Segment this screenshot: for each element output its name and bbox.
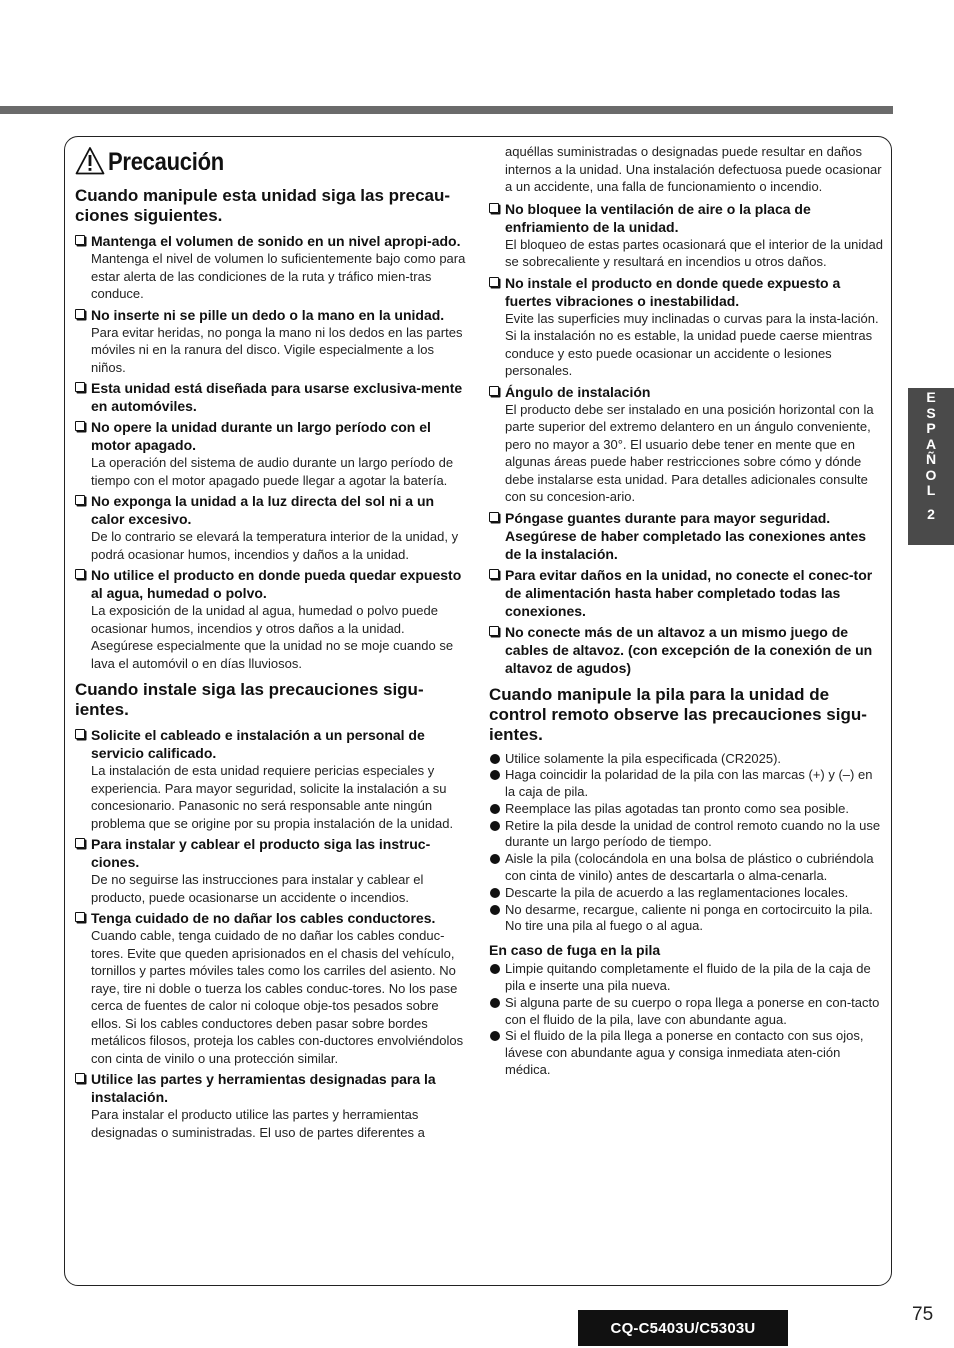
section-heading-installation: Cuando instale siga las precauciones sigu-ientes. [75, 680, 424, 719]
bullet-item: Descarte la pila de acuerdo a las reglamentaciones locales. [489, 885, 883, 902]
language-tab-number: 2 [927, 505, 935, 522]
caution-item-text: De lo contrario se elevará la temperatura interior de la unidad, y podrá ocasionar humos, incendios y daños a la unidad. [91, 529, 459, 562]
language-tab [908, 388, 954, 545]
caution-item-text: El bloqueo de estas partes ocasionará que el interior de la unidad se sobrecaliente y resultará en incendios u otros daños. [505, 236, 883, 269]
caution-item-text: El producto debe ser instalado en una posición horizontal con la parte superior del extremo delantero en un ángulo conveniente, pero no mayor a 30°. El usuario debe tener en mente que en algunas áreas puede haber restricciones sobre cómo y dónde debe instalarse esta unidad. Para detalles adicionales consulte con su concesion-ario. [505, 401, 874, 504]
installation-items-continued [489, 200, 883, 677]
caution-item-heading: No opere la unidad durante un largo período con el motor apagado. [75, 418, 467, 454]
page-number: 75 [912, 1304, 934, 1325]
caution-item-heading: Esta unidad está diseñada para usarse exclusiva-mente en automóviles. [75, 379, 467, 415]
caution-item [489, 623, 883, 677]
bullet-item: Aisle la pila (colocándola en una bolsa de plástico o cubriéndola con cinta de vinilo) antes de descartarla o alma-cenarla. [489, 851, 883, 885]
language-tab-letter: S [926, 404, 936, 421]
warning-triangle-icon [75, 146, 105, 176]
continued-text: aquéllas suministradas o designadas puede resultar en daños internos a la unidad. Una instalación defectuosa puede ocasionar a un accidente, una falla de funcionamiento o incendio. [505, 144, 882, 194]
caution-item [75, 909, 467, 1067]
caution-item-heading: No conecte más de un altavoz a un mismo juego de cables de altavoz. (con excepción de la conexión de un altavoz de agudos) [489, 623, 883, 677]
section-heading-battery: Cuando manipule la pila para la unidad de control remoto observe las precauciones sigu-ientes. [489, 684, 867, 744]
bullet-item: Reemplace las pilas agotadas tan pronto como sea posible. [489, 801, 883, 818]
caution-item [75, 835, 467, 906]
battery-bullets [489, 751, 883, 936]
leak-heading: En caso de fuga en la pila [489, 942, 661, 959]
caution-item [489, 200, 883, 271]
header-rule [0, 106, 893, 114]
bullet-item: Si alguna parte de su cuerpo o ropa llega a ponerse en con-tacto con el fluido de la pila, lave con abundante agua. [489, 995, 883, 1029]
caution-item-text: La exposición de la unidad al agua, humedad o polvo puede ocasionar humos, incendios y otros daños a la unidad. Asegúrese especialmente que la unidad no se moje cuando se lava el automóvil o en días lluviosos. [91, 603, 454, 671]
language-tab-letter: P [926, 420, 936, 436]
language-tab-letter: L [926, 482, 936, 498]
caution-item-heading: No exponga la unidad a la luz directa del sol ni a un calor excesivo. [75, 492, 467, 528]
caution-item [489, 274, 883, 380]
caution-item [489, 383, 883, 506]
caution-item [75, 492, 467, 563]
bullet-item: Limpie quitando completamente el fluido de la pila de la caja de pila e inserte una pila nueva. [489, 961, 883, 995]
caution-item [75, 418, 467, 489]
caution-item [75, 379, 467, 415]
language-tab-letters [908, 390, 954, 499]
language-tab-letter: O [925, 466, 937, 483]
caution-item [75, 566, 467, 672]
page-title: Precaución [108, 148, 224, 176]
bullet-item: No desarme, recargue, caliente ni ponga en cortocircuito la pila. No tire una pila al fuego o al agua. [489, 902, 883, 936]
leak-bullets [489, 961, 883, 1079]
caution-item-heading: No inserte ni se pille un dedo o la mano en la unidad. [75, 306, 467, 324]
caution-item-heading: Utilice las partes y herramientas designadas para la instalación. [75, 1070, 467, 1106]
caution-item-text: De no seguirse las instrucciones para instalar y cablear el producto, puede ocasionarse un accidente o incendios. [91, 872, 424, 905]
caution-item [75, 306, 467, 377]
caution-item-heading: Para evitar daños en la unidad, no conecte el conec-tor de alimentación hasta haber completado todas las conexiones. [489, 566, 883, 620]
installation-items [75, 726, 467, 1141]
caution-item-text: Para evitar heridas, no ponga la mano ni los dedos en las partes móviles ni en la ranura del disco. Vigile especialmente a los niños. [91, 324, 463, 375]
caution-item-heading: Ángulo de instalación [489, 383, 883, 401]
caution-item-text: Cuando cable, tenga cuidado de no dañar los cables conduc-tores. Evite que queden aprisionados en el chasis del vehículo, tornillos y partes móviles tales como los carriles del asiento. No raye, tire ni doble o tuerza los cables conduc-tores. No los pase cerca de fuentes de calor ni coloque obje-tos pesados sobre ellos. Si los cables conductores deben pasar sobre bordes metálicos filosos, proteja los cables con-ductores envolviéndolos con cinta de vinilo o una protección similar. [91, 928, 464, 1066]
caution-item-text: Para instalar el producto utilice las partes y herramientas designadas o suministradas. El uso de partes diferentes a [91, 1107, 425, 1140]
caution-item-heading: Para instalar y cablear el producto siga las instruc-ciones. [75, 835, 467, 871]
caution-item-text: La operación del sistema de audio durante un largo período de tiempo con el motor apagado puede llegar a agotar la batería. [91, 455, 454, 488]
title-row [75, 146, 467, 176]
caution-item [75, 726, 467, 832]
bullet-item: Haga coincidir la polaridad de la pila con las marcas (+) y (–) en la caja de pila. [489, 767, 883, 801]
caution-item-heading: Póngase guantes durante para mayor seguridad. Asegúrese de haber completado las conexiones antes de la instalación. [489, 509, 883, 563]
caution-item-heading: Mantenga el volumen de sonido en un nivel apropi-ado. [75, 232, 467, 250]
language-tab-letter: Ñ [925, 451, 937, 467]
caution-item-heading: No bloquee la ventilación de aire o la placa de enfriamiento de la unidad. [489, 200, 883, 236]
caution-item [489, 509, 883, 563]
caution-item [75, 232, 467, 303]
caution-item-heading: Solicite el cableado e instalación a un personal de servicio calificado. [75, 726, 467, 762]
bullet-item: Si el fluido de la pila llega a ponerse en contacto con sus ojos, lávese con abundante agua y consiga inmediata aten-ción médica. [489, 1028, 883, 1078]
caution-item-heading: No utilice el producto en donde pueda quedar expuesto al agua, humedad o polvo. [75, 566, 467, 602]
caution-item-text: La instalación de esta unidad requiere pericias especiales y experiencia. Para mayor seguridad, solicite la instalación a su concesionario. Panasonic no será responsable ante ningún problema que se origine por su propia instalación de la unidad. [91, 763, 454, 831]
caution-item [75, 1070, 467, 1141]
language-tab-letter: A [925, 435, 937, 452]
handling-items [75, 232, 467, 672]
caution-item-text: Evite las superficies muy inclinadas o curvas para la insta-lación. Si la instalación no es estable, la unidad puede caerse mientras conduce y esto puede ocasionar un accidente o lesiones personales. [505, 310, 879, 378]
section-heading-handling: Cuando manipule esta unidad siga las precau-ciones siguientes. [75, 186, 451, 225]
bullet-item: Retire la pila desde la unidad de control remoto cuando no la use durante un largo período de tiempo. [489, 818, 883, 852]
left-column [75, 146, 467, 1144]
bullet-item: Utilice solamente la pila especificada (CR2025). [489, 751, 883, 768]
model-number-badge: CQ-C5403U/C5303U [578, 1310, 788, 1346]
caution-item-heading: No instale el producto en donde quede expuesto a fuertes vibraciones o inestabilidad. [489, 274, 883, 310]
caution-item-heading: Tenga cuidado de no dañar los cables conductores. [75, 909, 467, 927]
language-tab-letter: E [926, 389, 936, 405]
caution-item-text: Mantenga el nivel de volumen lo suficientemente bajo como para estar alerta de las condiciones de la ruta y tráfico mien-tras conduce. [91, 251, 466, 301]
right-column [489, 143, 883, 1085]
caution-item [489, 566, 883, 620]
